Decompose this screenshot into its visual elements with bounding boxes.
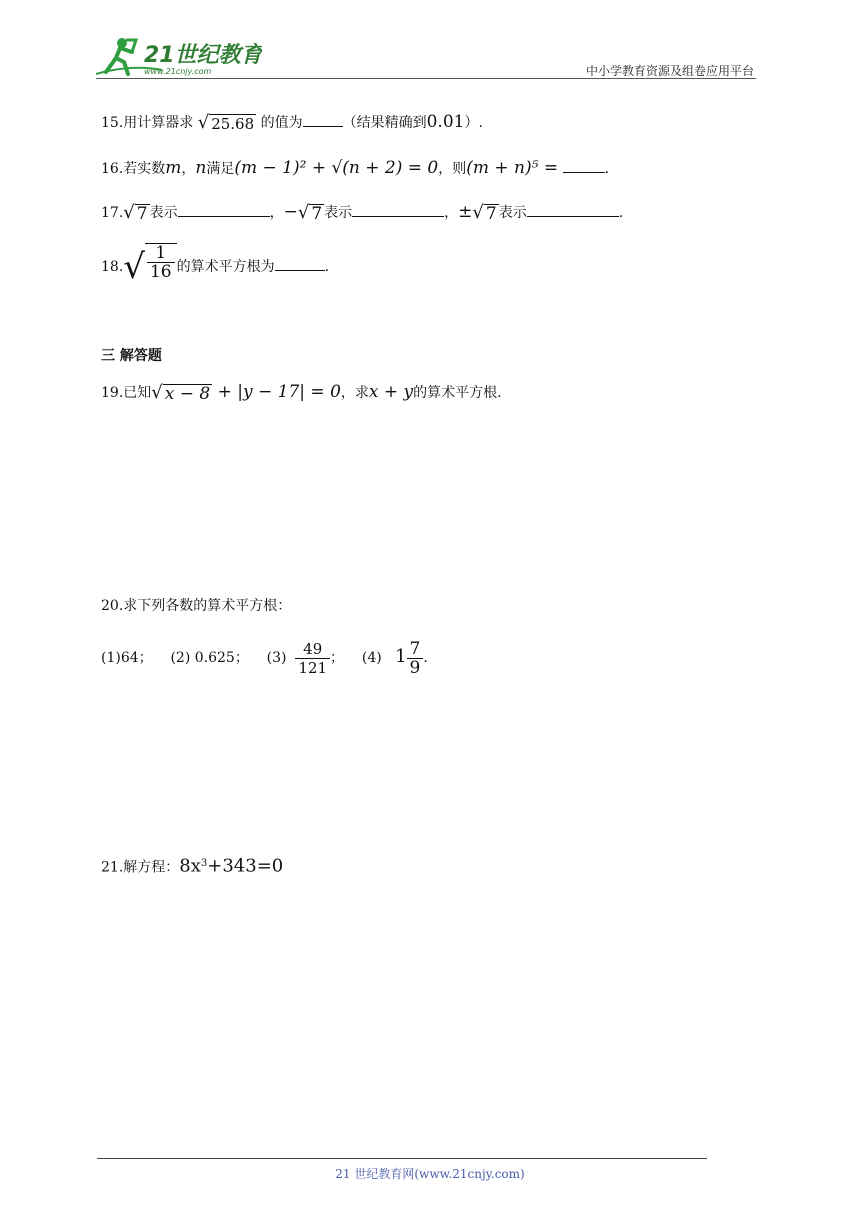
mixed-fraction: $\frac{7}{9}$: [407, 640, 424, 677]
footer-text: 21 世纪教育网(www.21cnjy.com): [335, 1167, 525, 1181]
answer-blank: [178, 202, 270, 217]
sqrt-expression: √ 25.68: [197, 111, 255, 133]
svg-text:www.21cnjy.com: www.21cnjy.com: [144, 67, 212, 76]
question-21: 21.解方程：$8x^3+343=0$: [101, 855, 284, 877]
question-18: 18. √ $\frac{1}{16}$ 的算术平方根为 .: [101, 240, 329, 294]
answer-blank: [563, 158, 605, 173]
question-16: 16.若实数m，n满足(m − 1)² + √(n + 2) = 0，则(m + n)⁵ = .: [101, 158, 610, 178]
site-logo: [92, 34, 262, 78]
svg-text:21世纪教育: 21世纪教育: [144, 43, 262, 68]
platform-title: 中小学教育资源及组卷应用平台: [585, 64, 754, 78]
question-19: 19.已知 √ x − 8 + |y − 17| = 0，求x + y的算术平方根.: [101, 381, 502, 404]
sqrt-fraction: √ $\frac{1}{16}$: [123, 243, 176, 291]
fraction-49-121: $\frac{49}{121}$: [295, 640, 330, 677]
answer-blank: [275, 256, 325, 271]
header-divider: [96, 78, 756, 79]
question-15: 15.用计算器求 √ 25.68 的值为 （结果精确到0.01）.: [101, 111, 483, 133]
question-20-title: 20.求下列各数的算术平方根：: [101, 598, 292, 614]
question-20-parts: (1)64； (2) 0.625； (3) $\frac{49}{121}$ ； (4) 1 $\frac{7}{9}$ .: [101, 638, 428, 678]
runner-logo-icon: [92, 34, 262, 78]
footer-divider: [97, 1158, 707, 1159]
question-17: 17. √ 7 表示 ，− √ 7 表示 ，± √ 7 表示 .: [101, 201, 624, 224]
section-title: 三 解答题: [101, 348, 162, 364]
answer-blank: [303, 112, 343, 127]
answer-blank: [527, 202, 619, 217]
answer-blank: [352, 202, 444, 217]
